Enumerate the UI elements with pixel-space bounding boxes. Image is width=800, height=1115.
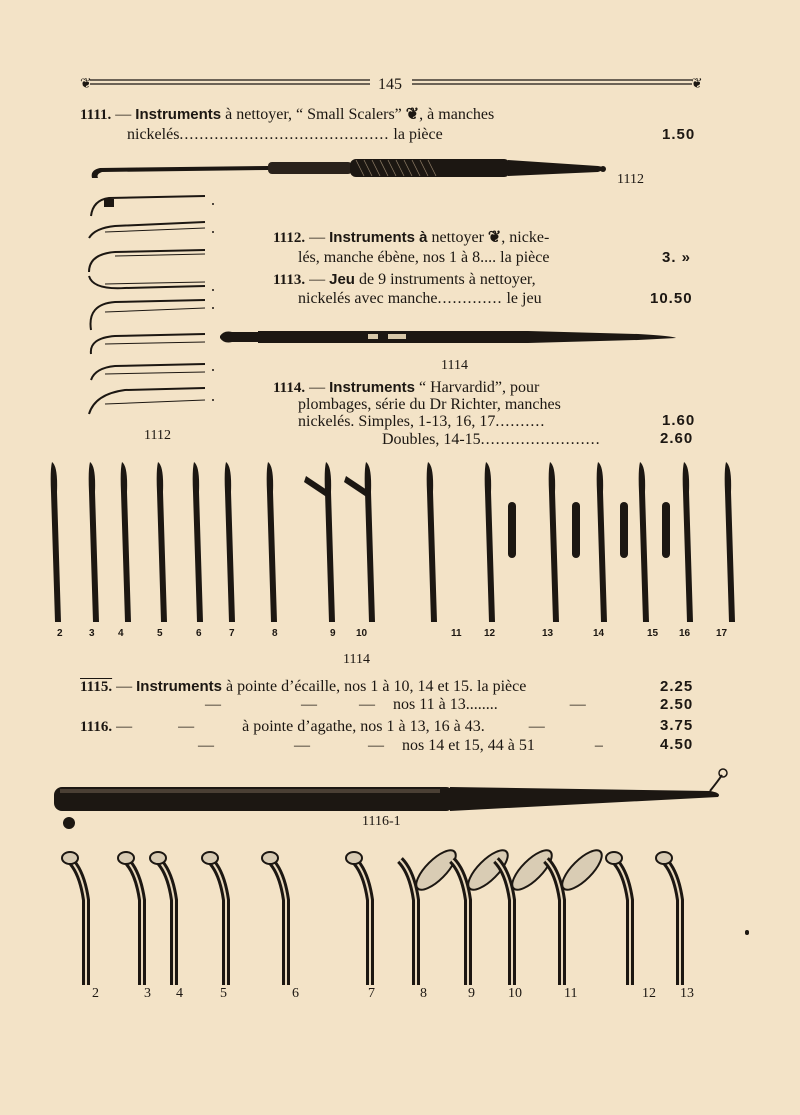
agate-tip bbox=[118, 852, 142, 985]
figure-caption-1112-left: 1112 bbox=[144, 428, 171, 443]
harvardid-instrument-row bbox=[40, 452, 750, 642]
agate-tip-number: 11 bbox=[564, 986, 578, 1001]
agate-tip-number: 9 bbox=[468, 986, 475, 1001]
item-name: Instruments bbox=[329, 379, 415, 396]
svg-text:❦: ❦ bbox=[691, 76, 703, 92]
item-price-double: 2.60 bbox=[660, 430, 694, 447]
harvardid-instrument bbox=[485, 462, 516, 622]
instrument-set-1112 bbox=[85, 192, 225, 422]
instrument-number: 6 bbox=[196, 628, 202, 639]
harvardid-instrument bbox=[193, 462, 203, 622]
item-desc-2: nickelés bbox=[127, 126, 180, 143]
item-code: 1111. bbox=[80, 107, 112, 123]
figure-caption-1114-bar: 1114 bbox=[441, 358, 468, 373]
harvardid-handle-illustration bbox=[218, 326, 678, 348]
item-price: 10.50 bbox=[650, 290, 693, 307]
agate-tip-number: 13 bbox=[680, 986, 694, 1001]
item-price: 3. » bbox=[662, 249, 692, 266]
agate-tip bbox=[262, 852, 286, 985]
harvardid-instrument bbox=[549, 462, 580, 622]
agate-tip bbox=[656, 852, 680, 985]
item-price-1: 2.25 bbox=[660, 678, 694, 695]
agate-tip-row bbox=[60, 840, 740, 990]
agate-tip bbox=[150, 852, 174, 985]
instrument-number: 12 bbox=[484, 628, 496, 639]
instrument-number: 16 bbox=[679, 628, 691, 639]
stray-mark bbox=[745, 930, 749, 935]
instrument-number: 13 bbox=[542, 628, 554, 639]
item-unit: la pièce bbox=[393, 126, 443, 143]
harvardid-instrument bbox=[427, 462, 437, 622]
harvardid-instrument bbox=[157, 462, 167, 622]
figure-caption-1116: 1116-1 bbox=[362, 814, 401, 829]
harvardid-instrument bbox=[639, 462, 670, 622]
figure-caption-1112-top: 1112 bbox=[617, 172, 644, 187]
agate-tip-number: 6 bbox=[292, 986, 299, 1001]
harvardid-instrument bbox=[683, 462, 693, 622]
item-name: Jeu bbox=[329, 271, 355, 288]
item-name: Instruments bbox=[135, 106, 222, 123]
harvardid-instrument bbox=[89, 462, 99, 622]
agate-tip-number: 3 bbox=[144, 986, 151, 1001]
instrument-number: 4 bbox=[118, 628, 124, 639]
instrument-number: 7 bbox=[229, 628, 235, 639]
harvardid-instrument bbox=[597, 462, 628, 622]
harvardid-instrument bbox=[344, 462, 375, 622]
harvardid-instrument bbox=[225, 462, 235, 622]
agate-tip-number: 2 bbox=[92, 986, 99, 1001]
scaler-illustration bbox=[88, 150, 618, 190]
agate-tip bbox=[202, 852, 226, 985]
item-desc: à nettoyer, “ Small Scalers” bbox=[225, 106, 402, 123]
item-price-2: 2.50 bbox=[660, 696, 694, 713]
item-price: 1.50 bbox=[662, 126, 696, 143]
harvardid-instrument bbox=[304, 462, 335, 622]
harvardid-instrument bbox=[51, 462, 61, 622]
harvardid-instrument bbox=[725, 462, 735, 622]
page-number: 145 bbox=[378, 76, 402, 93]
agate-tip-number: 12 bbox=[642, 986, 656, 1001]
item-price-1: 3.75 bbox=[660, 717, 694, 734]
harvardid-instrument bbox=[267, 462, 277, 622]
instrument-number: 15 bbox=[647, 628, 659, 639]
instrument-number: 5 bbox=[157, 628, 163, 639]
header-right-rule bbox=[412, 76, 704, 92]
item-name: Instruments bbox=[136, 678, 222, 695]
item-dash: — bbox=[115, 106, 132, 123]
item-price-simple: 1.60 bbox=[662, 412, 696, 429]
agate-tip-number: 10 bbox=[508, 986, 522, 1001]
agate-tip-number: 7 bbox=[368, 986, 375, 1001]
maker-mark-icon: ❦ bbox=[405, 106, 420, 123]
instrument-number: 3 bbox=[89, 628, 95, 639]
instrument-number: 11 bbox=[451, 628, 462, 639]
item-price-2: 4.50 bbox=[660, 736, 694, 753]
agate-tip bbox=[606, 852, 630, 985]
instrument-number: 14 bbox=[593, 628, 605, 639]
figure-caption-1114-row: 1114 bbox=[343, 652, 370, 667]
header-left-rule bbox=[80, 76, 370, 92]
item-name: Instruments à bbox=[329, 229, 428, 246]
instrument-number: 10 bbox=[356, 628, 368, 639]
agate-tip bbox=[62, 852, 86, 985]
svg-text:❦: ❦ bbox=[80, 76, 92, 92]
instrument-number: 17 bbox=[716, 628, 728, 639]
agate-tip-number: 5 bbox=[220, 986, 227, 1001]
agate-tip bbox=[546, 845, 607, 985]
agate-tip bbox=[346, 852, 370, 985]
instrument-number: 8 bbox=[272, 628, 278, 639]
instrument-number: 9 bbox=[330, 628, 336, 639]
agate-tip-number: 8 bbox=[420, 986, 427, 1001]
maker-mark-icon: ❦ bbox=[487, 229, 502, 246]
agate-tip-number: 4 bbox=[176, 986, 183, 1001]
instrument-number: 2 bbox=[57, 628, 63, 639]
harvardid-instrument bbox=[121, 462, 131, 622]
